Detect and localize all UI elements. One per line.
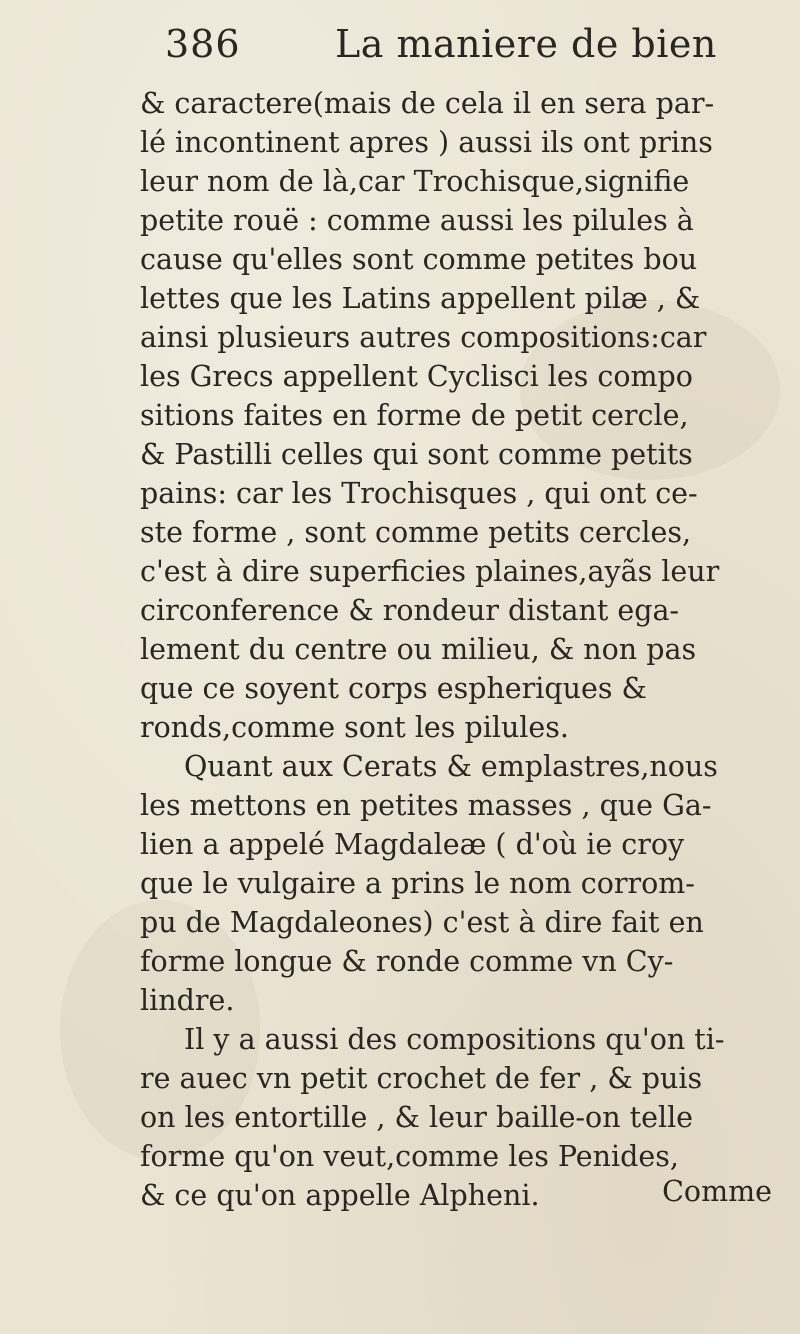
text-line: lettes que les Latins appellent pilæ , & <box>140 282 701 315</box>
text-line: lindre. <box>140 984 235 1017</box>
text-line: & caractere(mais de cela il en sera par- <box>140 87 715 120</box>
text-line: circonference & rondeur distant ega- <box>140 594 680 627</box>
text-line: c'est à dire superficies plaines,ayãs leur <box>140 555 720 588</box>
text-line: que le vulgaire a prins le nom corrom- <box>140 867 695 900</box>
text-line: & Pastilli celles qui sont comme petits <box>140 438 693 471</box>
text-line: forme longue & ronde comme vn Cy- <box>140 945 674 978</box>
running-head: La maniere de bien <box>335 22 717 66</box>
catchword: Comme <box>662 1175 772 1208</box>
text-line: petite rouë : comme aussi les pilules à <box>140 204 694 237</box>
text-line: lien a appelé Magdaleæ ( d'où ie croy <box>140 828 685 861</box>
text-line: que ce soyent corps espheriques & <box>140 672 647 705</box>
text-line: Quant aux Cerats & emplastres,nous <box>184 750 718 783</box>
text-line: lement du centre ou milieu, & non pas <box>140 633 697 666</box>
page-header <box>165 18 765 78</box>
text-line: sitions faites en forme de petit cercle, <box>140 399 689 432</box>
page-number: 386 <box>165 22 241 66</box>
text-line: ste forme , sont comme petits cercles, <box>140 516 692 549</box>
text-line: forme qu'on veut,comme les Penides, <box>140 1140 679 1173</box>
text-line: ronds,comme sont les pilules. <box>140 711 569 744</box>
text-line: les mettons en petites masses , que Ga- <box>140 789 712 822</box>
text-line: cause qu'elles sont comme petites bou <box>140 243 698 276</box>
text-line: re auec vn petit crochet de fer , & puis <box>140 1062 703 1095</box>
text-line: pu de Magdaleones) c'est à dire fait en <box>140 906 704 939</box>
text-line: les Grecs appellent Cyclisci les compo <box>140 360 693 393</box>
text-line: leur nom de là,car Trochisque,signifie <box>140 165 690 198</box>
text-line: ainsi plusieurs autres compositions:car <box>140 321 707 354</box>
text-line: & ce qu'on appelle Alpheni. <box>140 1179 540 1212</box>
text-line: Il y a aussi des compositions qu'on ti- <box>184 1023 725 1056</box>
text-line: lé incontinent apres ) aussi ils ont prins <box>140 126 713 159</box>
text-line: on les entortille , & leur baille-on telle <box>140 1101 694 1134</box>
body-text <box>140 84 780 1215</box>
text-line: pains: car les Trochisques , qui ont ce- <box>140 477 698 510</box>
